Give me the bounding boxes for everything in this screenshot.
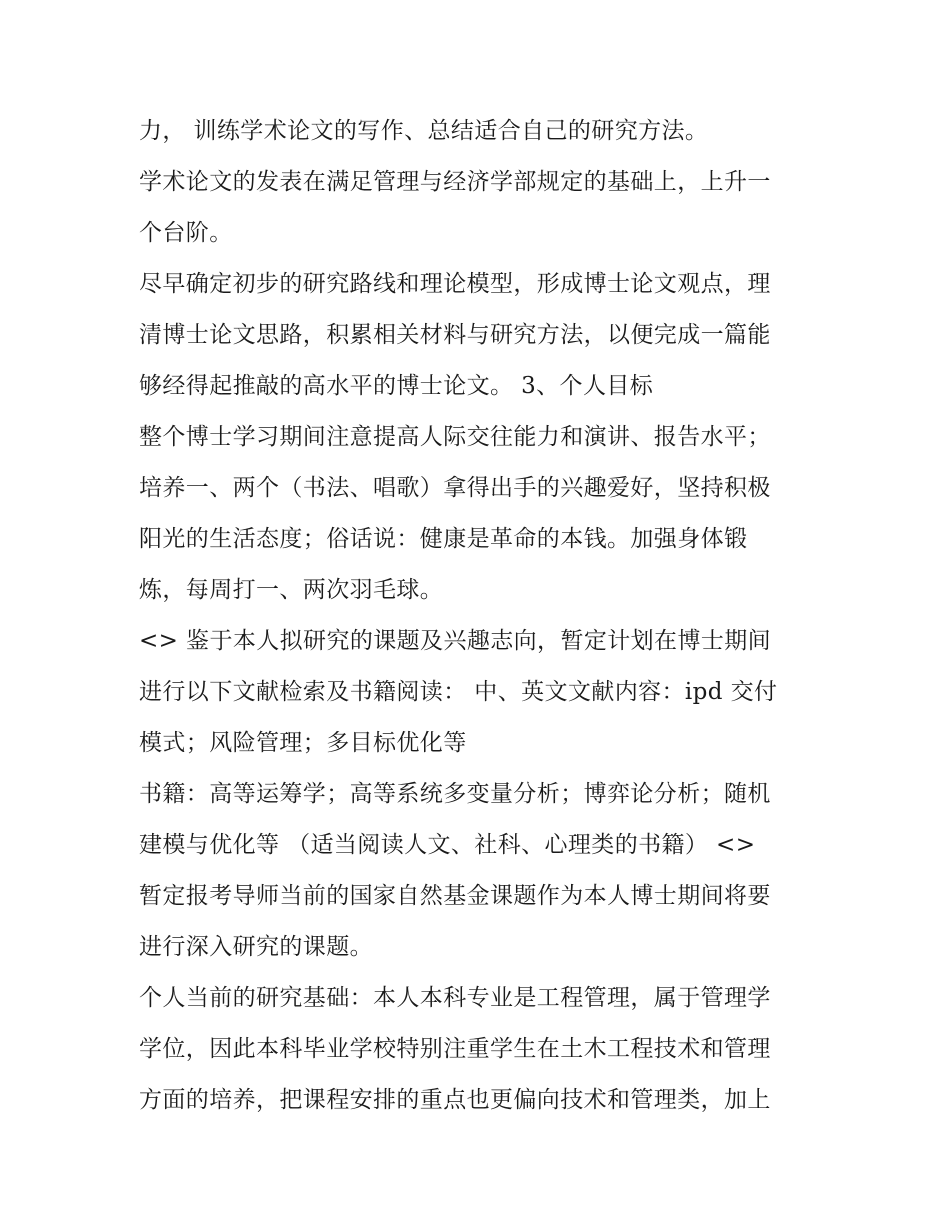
text-line: 整个博士学习期间注意提高人际交往能力和演讲、报告水平；: [139, 424, 771, 450]
text-line: 建模与优化等 （适当阅读人文、社科、心理类的书籍） <>: [139, 832, 756, 858]
text-line: 够经得起推敲的高水平的博士论文。 3、个人目标: [139, 373, 654, 399]
text-line: 学位，因此本科毕业学校特别注重学生在土木工程技术和管理: [139, 1036, 771, 1062]
text-line: 个人当前的研究基础：本人本科专业是工程管理，属于管理学: [139, 985, 771, 1011]
text-line: 个台阶。: [139, 220, 233, 246]
text-line: 进行深入研究的课题。: [139, 934, 373, 960]
text-line: 方面的培养，把课程安排的重点也更偏向技术和管理类，加上: [139, 1087, 771, 1113]
body-text: [139, 106, 829, 1126]
text-line: 模式；风险管理；多目标优化等: [139, 730, 467, 756]
text-line: 暂定报考导师当前的国家自然基金课题作为本人博士期间将要: [139, 883, 771, 909]
text-line: 炼，每周打一、两次羽毛球。: [139, 577, 444, 603]
text-line: <> 鉴于本人拟研究的课题及兴趣志向，暂定计划在博士期间: [139, 628, 772, 654]
text-line: 进行以下文献检索及书籍阅读： 中、英文文献内容：ipd 交付: [139, 679, 778, 705]
text-line: 清博士论文思路，积累相关材料与研究方法，以便完成一篇能: [139, 322, 771, 348]
text-line: 培养一、两个（书法、唱歌）拿得出手的兴趣爱好，坚持积极: [139, 475, 771, 501]
text-line: 学术论文的发表在满足管理与经济学部规定的基础上，上升一: [139, 169, 771, 195]
text-line: 书籍：高等运筹学；高等系统多变量分析；博弈论分析；随机: [139, 781, 771, 807]
text-line: 尽早确定初步的研究路线和理论模型，形成博士论文观点，理: [139, 271, 771, 297]
text-line: 阳光的生活态度；俗话说：健康是革命的本钱。加强身体锻: [139, 526, 748, 552]
text-line: 力， 训练学术论文的写作、总结适合自己的研究方法。: [139, 118, 709, 144]
